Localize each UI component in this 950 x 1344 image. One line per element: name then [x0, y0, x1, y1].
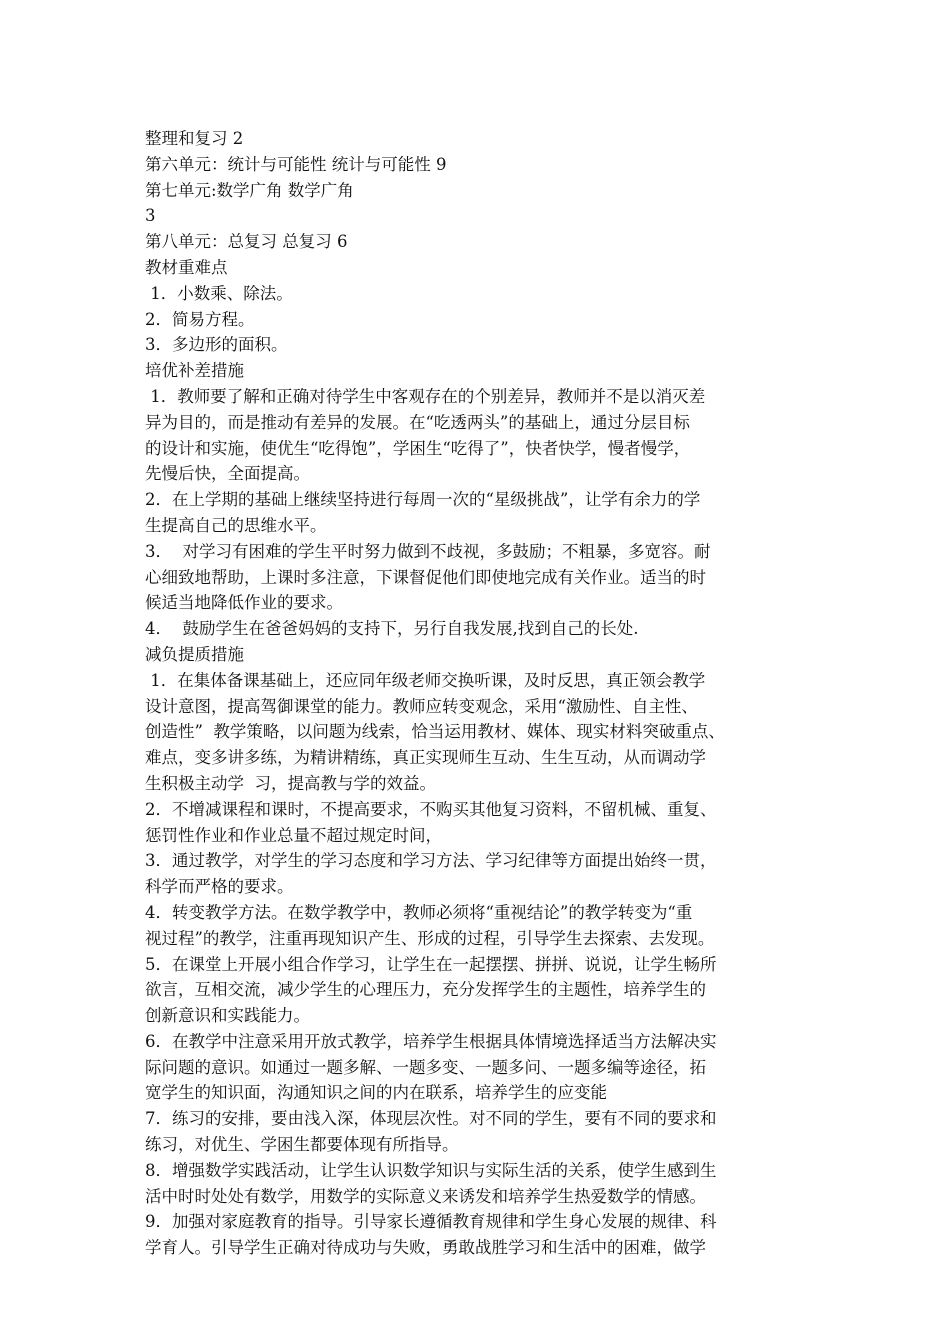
paragraph-line: 7．练习的安排，要由浅入深，体现层次性。对不同的学生，要有不同的要求和 — [145, 1109, 717, 1129]
paragraph-line: 6．在教学中注意采用开放式教学，培养学生根据具体情境选择适当方法解决实 — [145, 1031, 717, 1051]
paragraph-line: 生积极主动学 习，提高教与学的效益。 — [145, 773, 436, 793]
paragraph-line: 3．通过教学，对学生的学习态度和学习方法、学习纪律等方面提出始终一贯， — [145, 851, 717, 871]
toc-line: 整理和复习 2 — [145, 129, 244, 148]
paragraph-line: 1．在集体备课基础上，还应同年级老师交换听课，及时反思，真正领会教学 — [145, 670, 706, 690]
paragraph-line: 异为目的，而是推动有差异的发展。在“吃透两头”的基础上，通过分层目标 — [145, 412, 690, 432]
toc-line: 第六单元：统计与可能性 统计与可能性 9 — [145, 154, 447, 174]
paragraph-line: 学育人。引导学生正确对待成功与失败，勇敢战胜学习和生活中的困难，做学 — [145, 1238, 706, 1258]
paragraph-line: 宽学生的知识面，沟通知识之间的内在联系，培养学生的应变能 — [145, 1083, 607, 1103]
paragraph-line: 设计意图，提高驾御课堂的能力。教师应转变观念，采用“激励性、自主性、 — [145, 696, 698, 716]
toc-line: 3 — [145, 206, 156, 226]
list-item: 1．小数乘、除法。 — [145, 283, 293, 303]
paragraph-line: 1．教师要了解和正确对待学生中客观存在的个别差异，教师并不是以消灭差 — [145, 386, 706, 406]
paragraph-line: 4． 鼓励学生在爸爸妈妈的支持下，另行自我发展,找到自己的长处. — [145, 619, 639, 639]
section-heading: 减负提质措施 — [145, 644, 244, 664]
paragraph-line: 生提高自己的思维水平。 — [145, 515, 327, 535]
paragraph-line: 科学而严格的要求。 — [145, 877, 294, 897]
paragraph-line: 2．不增减课程和课时，不提高要求，不购买其他复习资料，不留机械、重复、 — [145, 799, 717, 819]
paragraph-line: 练习，对优生、学困生都要体现有所指导。 — [145, 1135, 459, 1155]
document-body — [145, 126, 825, 1261]
section-heading: 教材重难点 — [145, 257, 228, 277]
paragraph-line: 创新意识和实践能力。 — [145, 1006, 310, 1026]
paragraph-line: 8．增强数学实践活动，让学生认识数学知识与实际生活的关系，使学生感到生 — [145, 1160, 717, 1180]
section-heading: 培优补差措施 — [145, 361, 244, 381]
toc-line: 第七单元:数学广角 数学广角 — [145, 180, 354, 200]
paragraph-line: 9．加强对家庭教育的指导。引导家长遵循教育规律和学生身心发展的规律、科 — [145, 1212, 717, 1232]
list-item: 3．多边形的面积。 — [145, 335, 288, 355]
toc-line: 第八单元：总复习 总复习 6 — [145, 232, 348, 252]
paragraph-line: 创造性” 教学策略，以问题为线索，恰当运用教材、媒体、现实材料突破重点、 — [145, 722, 725, 742]
paragraph-line: 惩罚性作业和作业总量不超过规定时间， — [145, 825, 442, 845]
list-item: 2．简易方程。 — [145, 309, 255, 329]
paragraph-line: 候适当地降低作业的要求。 — [145, 593, 343, 613]
paragraph-line: 欲言，互相交流，减少学生的心理压力，充分发挥学生的主题性，培养学生的 — [145, 980, 706, 1000]
paragraph-line: 先慢后快，全面提高。 — [145, 464, 310, 484]
paragraph-line: 视过程”的教学，注重再现知识产生、形成的过程，引导学生去探索、去发现。 — [145, 928, 715, 948]
paragraph-line: 2．在上学期的基础上继续坚持进行每周一次的“星级挑战”，让学有余力的学 — [145, 490, 701, 510]
paragraph-line: 心细致地帮助，上课时多注意，下课督促他们即使地完成有关作业。适当的时 — [145, 567, 706, 587]
paragraph-line: 际问题的意识。如通过一题多解、一题多变、一题多问、一题多编等途径，拓 — [145, 1057, 706, 1077]
paragraph-line: 难点，变多讲多练，为精讲精练，真正实现师生互动、生生互动，从而调动学 — [145, 748, 706, 768]
paragraph-line: 活中时时处处有数学，用数学的实际意义来诱发和培养学生热爱数学的情感。 — [145, 1186, 706, 1206]
paragraph-line: 5．在课堂上开展小组合作学习，让学生在一起摆摆、拼拼、说说，让学生畅所 — [145, 954, 717, 974]
paragraph-line: 3． 对学习有困难的学生平时努力做到不歧视，多鼓励；不粗暴，多宽容。耐 — [145, 541, 711, 561]
paragraph-line: 4．转变教学方法。在数学教学中，教师必须将“重视结论”的教学转变为“重 — [145, 902, 693, 922]
paragraph-line: 的设计和实施，使优生“吃得饱”，学困生“吃得了”，快者快学，慢者慢学， — [145, 438, 691, 458]
